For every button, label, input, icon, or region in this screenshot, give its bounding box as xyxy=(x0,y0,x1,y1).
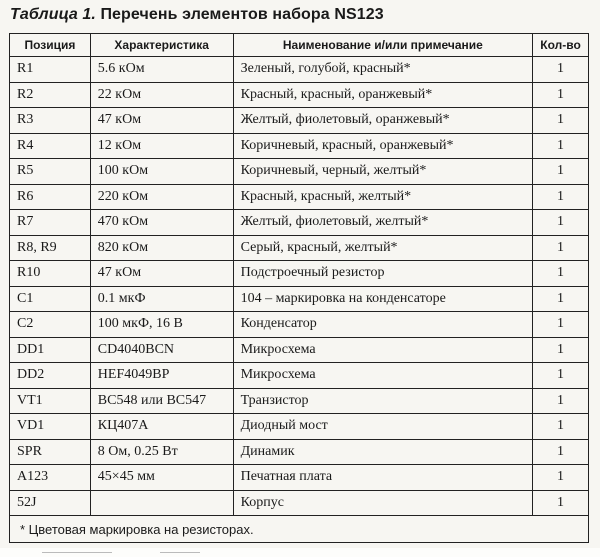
table-row xyxy=(10,439,589,465)
cell-name: Корпус xyxy=(233,490,532,516)
table-row xyxy=(10,210,589,236)
table-row xyxy=(10,235,589,261)
cell-position: R2 xyxy=(10,82,91,108)
cell-position: DD1 xyxy=(10,337,91,363)
footnote: * Цветовая маркировка на резисторах. xyxy=(10,516,589,543)
cell-qty: 1 xyxy=(533,337,589,363)
cell-name: Динамик xyxy=(233,439,532,465)
cell-position: C1 xyxy=(10,286,91,312)
cell-qty: 1 xyxy=(533,388,589,414)
cell-qty: 1 xyxy=(533,210,589,236)
cell-name: Подстроечный резистор xyxy=(233,261,532,287)
table-row xyxy=(10,465,589,491)
cell-position: A123 xyxy=(10,465,91,491)
table-row xyxy=(10,490,589,516)
table-row xyxy=(10,133,589,159)
cell-name: Печатная плата xyxy=(233,465,532,491)
cell-qty: 1 xyxy=(533,57,589,83)
cell-name: Микросхема xyxy=(233,363,532,389)
cell-qty: 1 xyxy=(533,235,589,261)
cell-spec: 100 мкФ, 16 В xyxy=(90,312,233,338)
table-row xyxy=(10,57,589,83)
cell-qty: 1 xyxy=(533,363,589,389)
table-row xyxy=(10,261,589,287)
table-row xyxy=(10,414,589,440)
cell-qty: 1 xyxy=(533,133,589,159)
cell-qty: 1 xyxy=(533,465,589,491)
cell-name: Зеленый, голубой, красный* xyxy=(233,57,532,83)
cell-spec: 12 кОм xyxy=(90,133,233,159)
cell-position: R8, R9 xyxy=(10,235,91,261)
table-row xyxy=(10,82,589,108)
table-row xyxy=(10,337,589,363)
table-row xyxy=(10,184,589,210)
cell-position: R7 xyxy=(10,210,91,236)
header-qty: Кол-во xyxy=(533,34,589,57)
cell-spec: BC548 или BC547 xyxy=(90,388,233,414)
cell-name: Серый, красный, желтый* xyxy=(233,235,532,261)
cell-spec: 8 Ом, 0.25 Вт xyxy=(90,439,233,465)
cell-spec: 47 кОм xyxy=(90,108,233,134)
header-name: Наименование и/или примечание xyxy=(233,34,532,57)
cell-name: Транзистор xyxy=(233,388,532,414)
cell-name: Микросхема xyxy=(233,337,532,363)
cell-name: Коричневый, красный, оранжевый* xyxy=(233,133,532,159)
cell-position: C2 xyxy=(10,312,91,338)
cell-position: VD1 xyxy=(10,414,91,440)
cell-name: Красный, красный, желтый* xyxy=(233,184,532,210)
cell-name: Желтый, фиолетовый, желтый* xyxy=(233,210,532,236)
cell-position: 52J xyxy=(10,490,91,516)
cell-spec: 45×45 мм xyxy=(90,465,233,491)
cell-spec: 820 кОм xyxy=(90,235,233,261)
cell-spec: КЦ407А xyxy=(90,414,233,440)
cell-position: SPR xyxy=(10,439,91,465)
cell-position: R6 xyxy=(10,184,91,210)
table-title-text: Перечень элементов набора NS123 xyxy=(100,6,384,23)
cell-position: R10 xyxy=(10,261,91,287)
cell-spec: 470 кОм xyxy=(90,210,233,236)
footnote-row xyxy=(10,516,589,543)
cell-qty: 1 xyxy=(533,414,589,440)
cell-qty: 1 xyxy=(533,184,589,210)
cell-spec: 100 кОм xyxy=(90,159,233,185)
cell-position: VT1 xyxy=(10,388,91,414)
cell-name: Красный, красный, оранжевый* xyxy=(233,82,532,108)
header-spec: Характеристика xyxy=(90,34,233,57)
cell-position: R4 xyxy=(10,133,91,159)
cell-position: R1 xyxy=(10,57,91,83)
table-row xyxy=(10,108,589,134)
cell-qty: 1 xyxy=(533,159,589,185)
table-row xyxy=(10,286,589,312)
cell-spec: 22 кОм xyxy=(90,82,233,108)
cell-qty: 1 xyxy=(533,312,589,338)
cell-name: Диодный мост xyxy=(233,414,532,440)
cell-name: Конденсатор xyxy=(233,312,532,338)
cell-spec: 0.1 мкФ xyxy=(90,286,233,312)
cell-qty: 1 xyxy=(533,439,589,465)
table-row xyxy=(10,388,589,414)
cell-qty: 1 xyxy=(533,108,589,134)
cell-spec: 5.6 кОм xyxy=(90,57,233,83)
cell-name: 104 – маркировка на конденсаторе xyxy=(233,286,532,312)
page-cut-edge xyxy=(0,548,600,557)
cell-name: Желтый, фиолетовый, оранжевый* xyxy=(233,108,532,134)
components-table xyxy=(9,33,589,543)
table-row xyxy=(10,363,589,389)
cell-spec: 47 кОм xyxy=(90,261,233,287)
cell-position: R3 xyxy=(10,108,91,134)
table-row xyxy=(10,159,589,185)
header-position: Позиция xyxy=(10,34,91,57)
table-row xyxy=(10,312,589,338)
cell-qty: 1 xyxy=(533,261,589,287)
cell-spec xyxy=(90,490,233,516)
table-header-row xyxy=(10,34,589,57)
cell-qty: 1 xyxy=(533,82,589,108)
cell-spec: CD4040BCN xyxy=(90,337,233,363)
cell-position: R5 xyxy=(10,159,91,185)
cell-position: DD2 xyxy=(10,363,91,389)
cell-name: Коричневый, черный, желтый* xyxy=(233,159,532,185)
table-title-prefix: Таблица 1. xyxy=(10,6,96,23)
cell-spec: HEF4049BP xyxy=(90,363,233,389)
cell-qty: 1 xyxy=(533,286,589,312)
cell-spec: 220 кОм xyxy=(90,184,233,210)
table-title xyxy=(10,6,384,24)
cell-qty: 1 xyxy=(533,490,589,516)
